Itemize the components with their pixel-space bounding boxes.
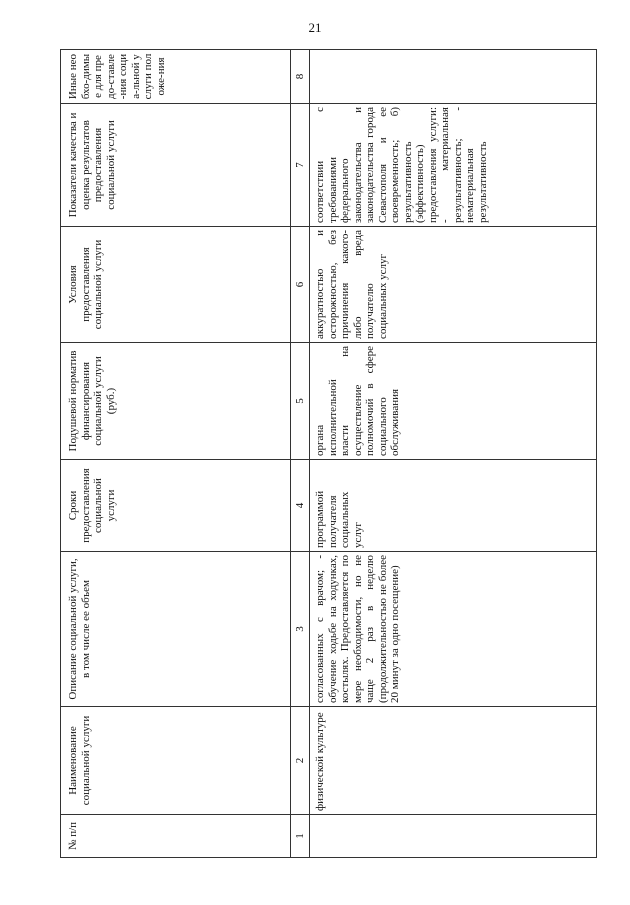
- table-cell: аккуратностью и осторожностью, без причинения какого-либо вреда получателю социальных услуг: [310, 227, 597, 343]
- header-cell: № п/п: [61, 815, 291, 858]
- header-row: [61, 50, 291, 858]
- header-cell: Показатели качества и оценка результатов предоставления социальной услуги: [61, 104, 291, 227]
- page-number: 21: [308, 20, 322, 35]
- table-cell: [310, 50, 597, 104]
- table-cell: программой получателя социальных услуг: [310, 460, 597, 552]
- table-cell: соответствии с требованиями федерального законодательства и законодательства города Севастополя и ее своевременность; б) результативность (эффективность) предоставления услуги: - материальная результативность; - нематериальная результативность: [310, 104, 597, 227]
- column-number: 2: [291, 707, 310, 815]
- header-cell: Условия предоставления социальной услуги: [61, 227, 291, 343]
- column-number: 6: [291, 227, 310, 343]
- column-number: 4: [291, 460, 310, 552]
- column-number: 3: [291, 552, 310, 707]
- column-number: 7: [291, 104, 310, 227]
- column-number: 8: [291, 50, 310, 104]
- column-number: 5: [291, 343, 310, 460]
- header-cell: Описание социальной услуги, в том числе ее объем: [61, 552, 291, 707]
- column-number: 1: [291, 815, 310, 858]
- social-services-table: [60, 49, 597, 858]
- table-cell: физической культуре: [310, 707, 597, 815]
- header-cell: Наименование социальной услуги: [61, 707, 291, 815]
- table-cell: [310, 815, 597, 858]
- rotated-table-container: [60, 50, 597, 858]
- table-row: [310, 50, 597, 858]
- header-cell: Иные необхо-димые для предо-ставле-ния социа-льной услуги положе-ния: [61, 50, 291, 104]
- header-cell: Сроки предоставления социальной услуги: [61, 460, 291, 552]
- table-cell: органа исполнительной власти на осуществление полномочий в сфере социального обслуживания: [310, 343, 597, 460]
- table-cell: согласованных с врачом; - обучение ходьбе на ходунках, костылях. Предоставляется по мере необходимости, но не чаще 2 раз в неделю (продолжительностью не более 20 минут за одно посещение): [310, 552, 597, 707]
- header-cell: Подушевой норматив финансирования социальной услуги (руб.): [61, 343, 291, 460]
- column-number-row: [291, 50, 310, 858]
